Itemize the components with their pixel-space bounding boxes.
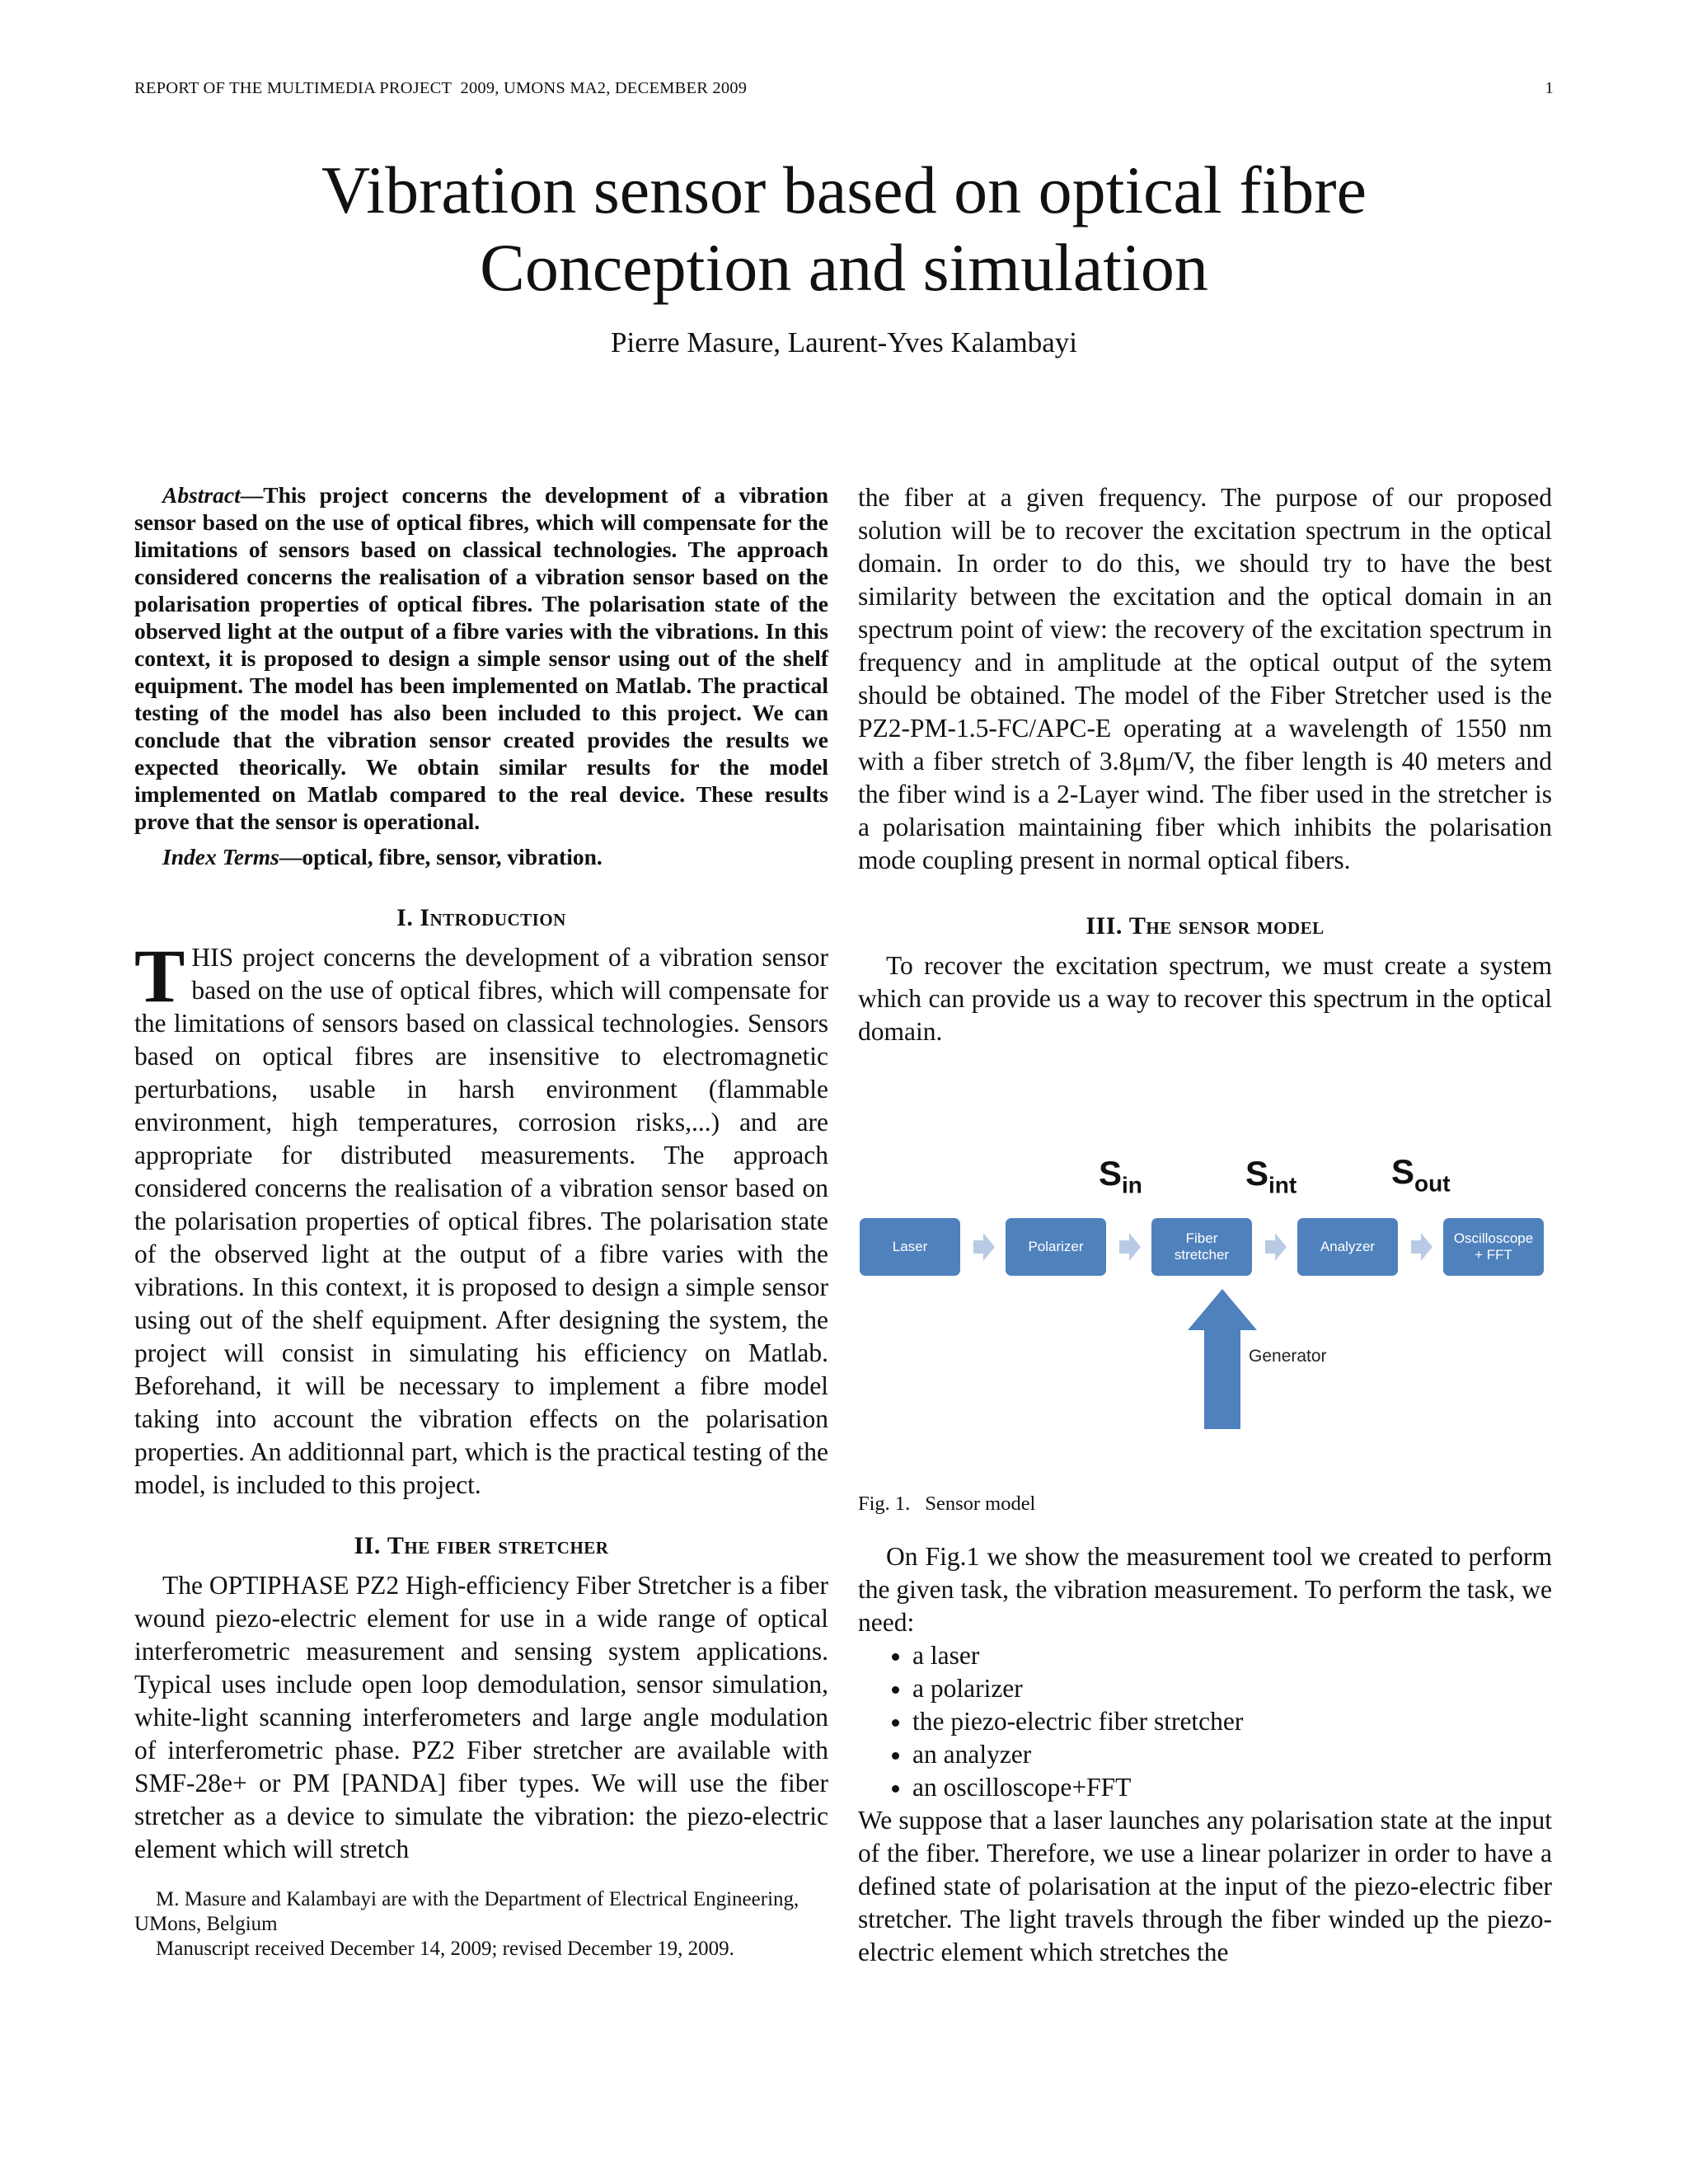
section-2-heading <box>134 1531 828 1561</box>
figure-1 <box>858 1147 1552 1481</box>
running-head-text: REPORT OF THE MULTIMEDIA PROJECT 2009, UMONS MA2, DECEMBER 2009 <box>134 79 748 97</box>
title-line-2: Conception and simulation <box>480 230 1208 305</box>
block-laser: Laser <box>860 1218 960 1276</box>
drop-cap: T <box>134 934 185 1018</box>
flow-arrow-2 <box>1119 1233 1141 1261</box>
paper-title <box>0 152 1688 307</box>
after-figure-paragraph: On Fig.1 we show the measurement tool we created to perform the given task, the vibration measurement. To perform the task, we need: <box>858 1542 1552 1637</box>
footnote-manuscript: Manuscript received December 14, 2009; revised December 19, 2009. <box>156 1938 734 1960</box>
signal-s-int-sub: int <box>1268 1172 1297 1198</box>
flow-arrow-3 <box>1265 1233 1287 1261</box>
signal-s-in-base: S <box>1099 1154 1123 1193</box>
list-item: • a polarizer <box>912 1672 1552 1705</box>
abstract-lead: Abstract <box>162 482 241 508</box>
block-oscilloscope-fft: Oscilloscope + FFT <box>1443 1218 1544 1276</box>
continuation-paragraph: the fiber at a given frequency. The purpose of our proposed solution will be to recover the excitation spectrum in the optical domain. In order to do this, we should try to have the best similarity between the excitation and the optical domain in an spectrum point of view: the recovery of the excitation spectrum in frequency and in amplitude at the optical output of the sytem should be obtained. The model of the Fiber Stretcher used is the PZ2-PM-1.5-FC/APC-E operating at a wavelength of 1550 nm with a fiber stretch of 3.8μm/V, the fiber length is 40 meters and the fiber wind is a 2-Layer wind. The fiber used in the stretcher is a polarisation maintaining fiber which inhibits the polarisation mode coupling present in normal optical fibers. <box>858 483 1552 874</box>
signal-s-out <box>1391 1152 1451 1197</box>
page-number: 1 <box>1545 79 1554 97</box>
signal-s-out-sub: out <box>1414 1170 1451 1197</box>
index-terms-text: —optical, fibre, sensor, vibration. <box>279 844 603 869</box>
section-3-title: The sensor model <box>1128 912 1325 940</box>
index-terms <box>134 843 828 870</box>
signal-s-int <box>1245 1154 1296 1198</box>
section-1-title: Introduction <box>420 904 566 931</box>
flow-arrow-4 <box>1411 1233 1432 1261</box>
index-terms-lead: Index Terms <box>162 844 279 869</box>
section-2-title: The fiber stretcher <box>387 1532 609 1559</box>
footnote <box>134 1887 828 1961</box>
figure-1-caption <box>858 1493 1552 1516</box>
flow-arrow-1 <box>973 1233 995 1261</box>
signal-s-out-base: S <box>1391 1152 1415 1191</box>
figure-1-caption-text: Sensor model <box>925 1493 1036 1515</box>
authors: Pierre Masure, Laurent-Yves Kalambayi <box>611 326 1077 359</box>
block-analyzer: Analyzer <box>1297 1218 1398 1276</box>
signal-s-in <box>1099 1154 1142 1198</box>
figure-1-number: Fig. 1. <box>858 1493 911 1515</box>
section-3-number: III. <box>1085 912 1123 940</box>
abstract <box>134 481 828 835</box>
list-item: • a laser <box>912 1639 1552 1672</box>
section-1-first-word: HIS <box>191 943 234 972</box>
footnote-affiliation: M. Masure and Kalambayi are with the Department of Electrical Engineering, UMons, Belgium <box>134 1888 799 1935</box>
section-1-number: I. <box>396 904 414 931</box>
section-3-heading <box>858 912 1552 941</box>
closing-paragraph: We suppose that a laser launches any polarisation state at the input of the fiber. Therefore, we use a linear polarizer in order to have a defined state of polarisation at the input of the piezo-electric fiber stretcher. The light travels through the fiber winded up the piezo-electric element which stretches the <box>858 1806 1552 1966</box>
signal-s-int-base: S <box>1245 1154 1269 1193</box>
section-1-text: project concerns the development of a vibration sensor based on the use of optical fibres, which will compensate for the limitations of sensors based on classical technologies. Sensors based on optical fibres are insensitive to electromagnetic perturbations, usable in harsh environment (flammable environment, high temperatures, corrosion risks,...) and are appropriate for distributed measurements. The approach considered concerns the realisation of a vibration sensor based on the polarisation properties of optical fibres. The polarisation state of the observed light at the output of a fibre varies with the vibrations. In this context, it is proposed to design a simple sensor using out of the shelf equipment. After designing the system, the project will consist in simulating his efficiency on Matlab. Beforehand, it will be necessary to implement a fibre model taking into account the vibration effects on the polarisation properties. An additionnal part, which is the practical testing of the model, is included to this project. <box>134 943 828 1499</box>
section-1-paragraph <box>134 934 828 1502</box>
signal-s-in-sub: in <box>1122 1172 1142 1198</box>
block-fiber-stretcher: Fiber stretcher <box>1151 1218 1252 1276</box>
title-line-1: Vibration sensor based on optical fibre <box>321 152 1367 227</box>
running-head <box>134 79 1554 98</box>
sensor-model-diagram <box>858 1147 1552 1481</box>
list-item: • an analyzer <box>912 1738 1552 1771</box>
abstract-text: —This project concerns the development of a vibration sensor based on the use of optical fibres, which will compensate for the limitations of sensors based on classical technologies. The approach considered concerns the realisation of a vibration sensor based on the polarisation properties of optical fibres. The polarisation state of the observed light at the output of a fibre varies with the vibrations. In this context, it is proposed to design a simple sensor using out of the shelf equipment. The model has been implemented on Matlab. The practical testing of the model has also been included to this project. We can conclude that the vibration sensor created provides the results we expected theorically. We obtain similar results for the model implemented on Matlab compared to the real device. These results prove that the sensor is operational. <box>134 482 828 834</box>
section-3-paragraph: To recover the excitation spectrum, we must create a system which can provide us a way to recover this spectrum in the optical domain. <box>858 951 1552 1046</box>
requirements-list <box>858 1639 1552 1804</box>
section-2-number: II. <box>354 1532 381 1559</box>
list-item: • the piezo-electric fiber stretcher <box>912 1705 1552 1738</box>
block-polarizer: Polarizer <box>1006 1218 1106 1276</box>
section-1-heading <box>134 903 828 933</box>
generator-arrow <box>1188 1289 1257 1429</box>
generator-label: Generator <box>1249 1347 1327 1366</box>
left-column <box>134 481 828 1961</box>
right-column <box>858 481 1552 1969</box>
section-2-paragraph: The OPTIPHASE PZ2 High-efficiency Fiber Stretcher is a fiber wound piezo-electric element for use in a wide range of optical interferometric measurement and sensing system applications. Typical uses include open loop demodulation, sensor simulation, white-light scanning interferometers and large angle modulation of interferometric phase. PZ2 Fiber stretcher are available with SMF-28e+ or PM [PANDA] fiber types. We will use the fiber stretcher as a device to simulate the vibration: the piezo-electric element which will stretch <box>134 1571 828 1863</box>
list-item: • an oscilloscope+FFT <box>912 1771 1552 1804</box>
